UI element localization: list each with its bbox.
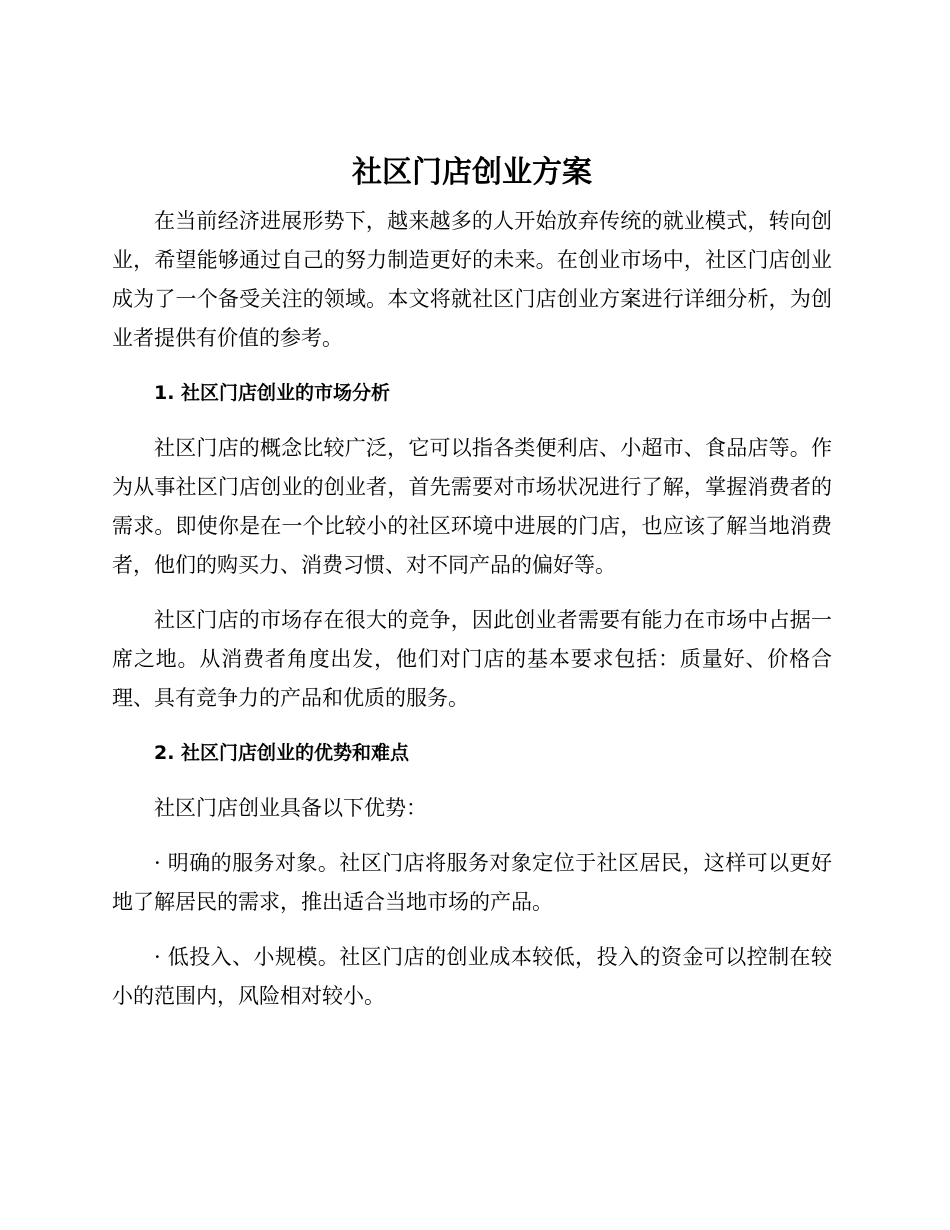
section-heading-advantages: 2. 社区门店创业的优势和难点 bbox=[154, 742, 410, 764]
advantage-item-2: · 低投入、小规模。社区门店的创业成本较低，投入的资金可以控制在较小的范围内，风险相对较小。 bbox=[112, 945, 832, 1008]
advantages-intro: 社区门店创业具备以下优势： bbox=[154, 796, 427, 820]
market-paragraph-1: 社区门店的概念比较广泛，它可以指各类便利店、小超市、食品店等。作为从事社区门店创业的创业者，首先需要对市场状况进行了解，掌握消费者的需求。即使你是在一个比较小的社区环境中进展的门店，也应该了解当地消费者，他们的购买力、消费习惯、对不同产品的偏好等。 bbox=[112, 436, 832, 577]
market-paragraph-2: 社区门店的市场存在很大的竞争，因此创业者需要有能力在市场中占据一席之地。从消费者角度出发，他们对门店的基本要求包括：质量好、价格合理、具有竞争力的产品和优质的服务。 bbox=[112, 608, 832, 710]
document-title: 社区门店创业方案 bbox=[352, 155, 592, 190]
document-page bbox=[112, 148, 832, 1032]
advantage-item-1: · 明确的服务对象。社区门店将服务对象定位于社区居民，这样可以更好地了解居民的需求，推出适合当地市场的产品。 bbox=[112, 851, 832, 914]
section-heading-market: 1. 社区门店创业的市场分析 bbox=[154, 382, 391, 404]
intro-paragraph: 在当前经济进展形势下，越来越多的人开始放弃传统的就业模式，转向创业，希望能够通过自己的努力制造更好的未来。在创业市场中，社区门店创业成为了一个备受关注的领域。本文将就社区门店创业方案进行详细分析，为创业者提供有价值的参考。 bbox=[112, 209, 832, 350]
